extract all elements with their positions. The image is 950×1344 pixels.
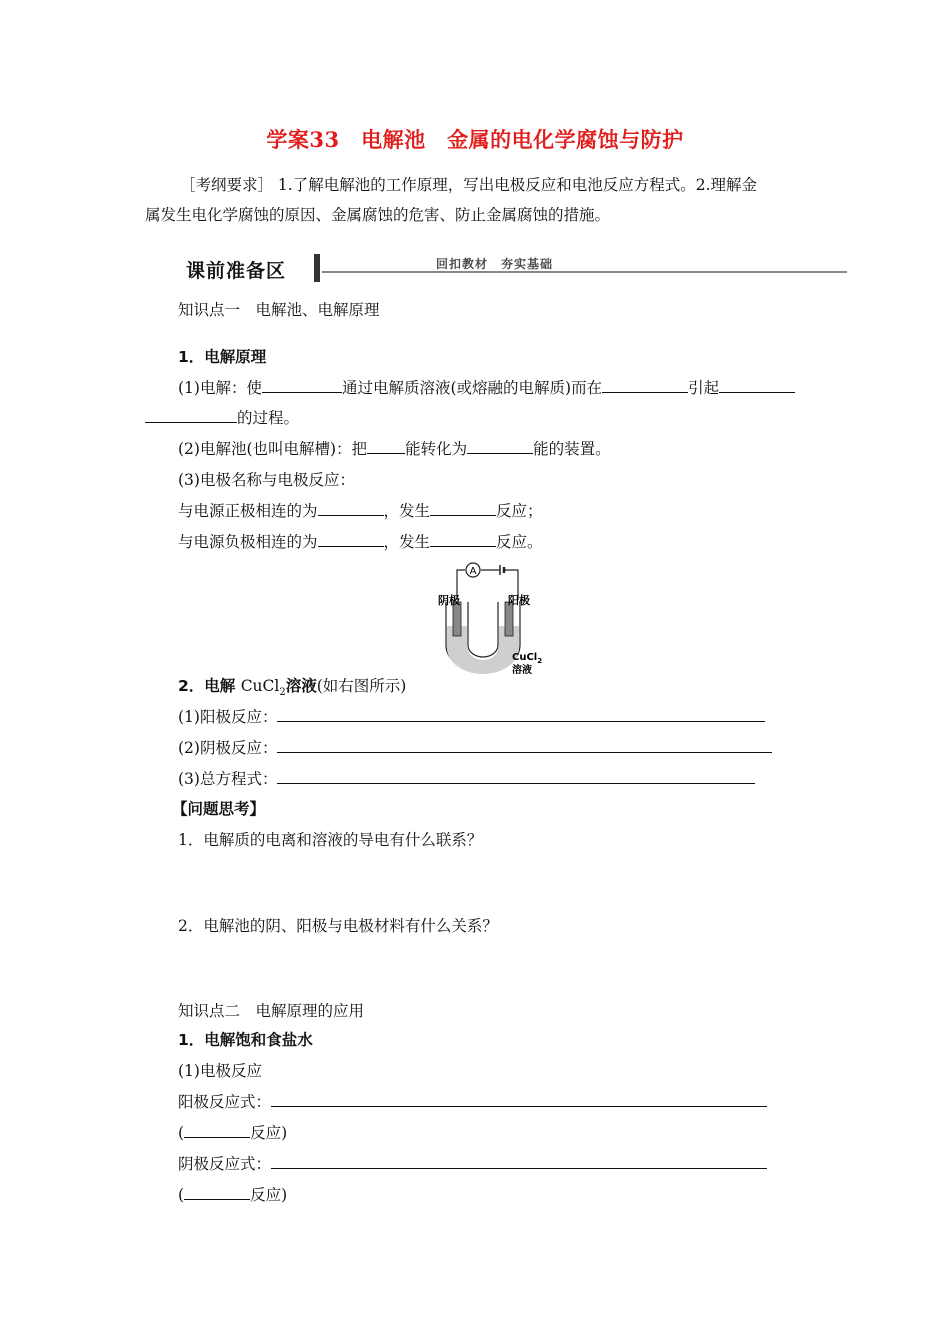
text: ，发生 <box>383 533 431 551</box>
text: (如右图所示) <box>316 677 407 695</box>
ammeter-label: A <box>469 566 477 577</box>
kp1-s2-title <box>178 676 406 703</box>
anode-reaction-line <box>178 707 765 727</box>
requirements-line-1: ［考纲要求］ 1.了解电解池的工作原理，写出电极反应和电池反应方程式。2.理解金 <box>180 176 758 194</box>
cathode-label: 阴极 <box>438 594 460 607</box>
text: 2．电解 <box>178 677 241 695</box>
fill-blank[interactable] <box>271 1092 767 1107</box>
kp2-cathode-line <box>178 1154 767 1174</box>
kp1-line-4 <box>178 501 543 521</box>
fill-blank[interactable] <box>367 439 405 454</box>
kp2-cathode-type <box>178 1185 287 1205</box>
kp2-anode-line <box>178 1092 767 1112</box>
text: (1)阳极反应： <box>178 708 278 726</box>
fill-blank[interactable] <box>262 378 342 393</box>
banner-rule <box>322 271 847 273</box>
section-banner <box>180 252 308 282</box>
anode-electrode <box>505 602 513 636</box>
text: ( <box>178 1124 185 1142</box>
fill-blank[interactable] <box>602 378 688 393</box>
text: 反应； <box>496 502 543 520</box>
kp1-line-1 <box>178 378 795 398</box>
solution-label: CuCl$_2$ <box>512 652 543 665</box>
text: 反应) <box>250 1124 288 1142</box>
text: 反应) <box>250 1186 288 1204</box>
question-1: 1．电解质的电离和溶液的导电有什么联系？ <box>178 831 483 849</box>
page-title: 学案33 电解池 金属的电化学腐蚀与防护 <box>266 127 684 152</box>
text: (2)阴极反应： <box>178 739 278 757</box>
fill-blank[interactable] <box>145 408 237 423</box>
text: ( <box>178 1186 185 1204</box>
kp2-heading: 知识点二 电解原理的应用 <box>178 1002 365 1020</box>
total-equation-line <box>178 769 755 789</box>
kp1-line-3: (3)电极名称与电极反应： <box>178 471 355 489</box>
text: 能转化为 <box>405 440 468 458</box>
question-2: 2．电解池的阴、阳极与电极材料有什么关系？ <box>178 917 498 935</box>
text: CuCl <box>240 677 280 695</box>
banner-title: 课前准备区 <box>186 260 287 282</box>
fill-blank[interactable] <box>719 378 795 393</box>
kp1-s1-title: 1．电解原理 <box>178 348 267 366</box>
kp2-electrode: (1)电极反应 <box>178 1062 262 1080</box>
text: (1)电解：使 <box>178 379 262 397</box>
text: 溶液 <box>285 677 317 695</box>
kp1-heading: 知识点一 电解池、电解原理 <box>178 301 380 319</box>
fill-blank[interactable] <box>277 707 765 722</box>
requirements-line-2: 属发生电化学腐蚀的原因、金属腐蚀的危害、防止金属腐蚀的措施。 <box>145 206 611 224</box>
electrolysis-figure <box>432 560 552 676</box>
text: ，发生 <box>383 502 431 520</box>
text: 与电源负极相连的为 <box>178 533 318 551</box>
think-heading: 【问题思考】 <box>172 800 266 818</box>
kp2-anode-type <box>178 1123 287 1143</box>
cathode-reaction-line <box>178 738 772 758</box>
fill-blank[interactable] <box>271 1154 767 1169</box>
text: 引起 <box>688 379 720 397</box>
text: 与电源正极相连的为 <box>178 502 318 520</box>
text: (3)总方程式： <box>178 770 278 788</box>
text: 阴极反应式： <box>178 1155 272 1173</box>
text: 能的装置。 <box>533 440 611 458</box>
fill-blank[interactable] <box>184 1123 250 1138</box>
cathode-electrode <box>453 602 461 636</box>
fill-blank[interactable] <box>184 1185 250 1200</box>
fill-blank[interactable] <box>467 439 533 454</box>
text: 通过电解质溶液(或熔融的电解质)而在 <box>341 379 603 397</box>
kp2-s1-title: 1．电解饱和食盐水 <box>178 1031 313 1049</box>
kp1-line-1-cont <box>145 408 299 428</box>
kp1-line-5 <box>178 532 543 552</box>
kp1-line-2 <box>178 439 611 459</box>
text: 阳极反应式： <box>178 1093 272 1111</box>
fill-blank[interactable] <box>318 532 384 547</box>
solution-label-2: 溶液 <box>512 665 532 676</box>
fill-blank[interactable] <box>277 738 772 753</box>
text: 的过程。 <box>237 409 300 427</box>
text: 反应。 <box>496 533 543 551</box>
anode-label: 阳极 <box>508 594 530 607</box>
u-tube-inner <box>468 602 498 657</box>
fill-blank[interactable] <box>277 769 755 784</box>
fill-blank[interactable] <box>430 532 496 547</box>
text: (2)电解池(也叫电解槽)：把 <box>178 440 368 458</box>
text: 2 <box>279 687 286 699</box>
fill-blank[interactable] <box>430 501 496 516</box>
fill-blank[interactable] <box>318 501 384 516</box>
banner-subtitle: 回扣教材 夯实基础 <box>436 257 554 271</box>
banner-divider <box>314 254 320 282</box>
